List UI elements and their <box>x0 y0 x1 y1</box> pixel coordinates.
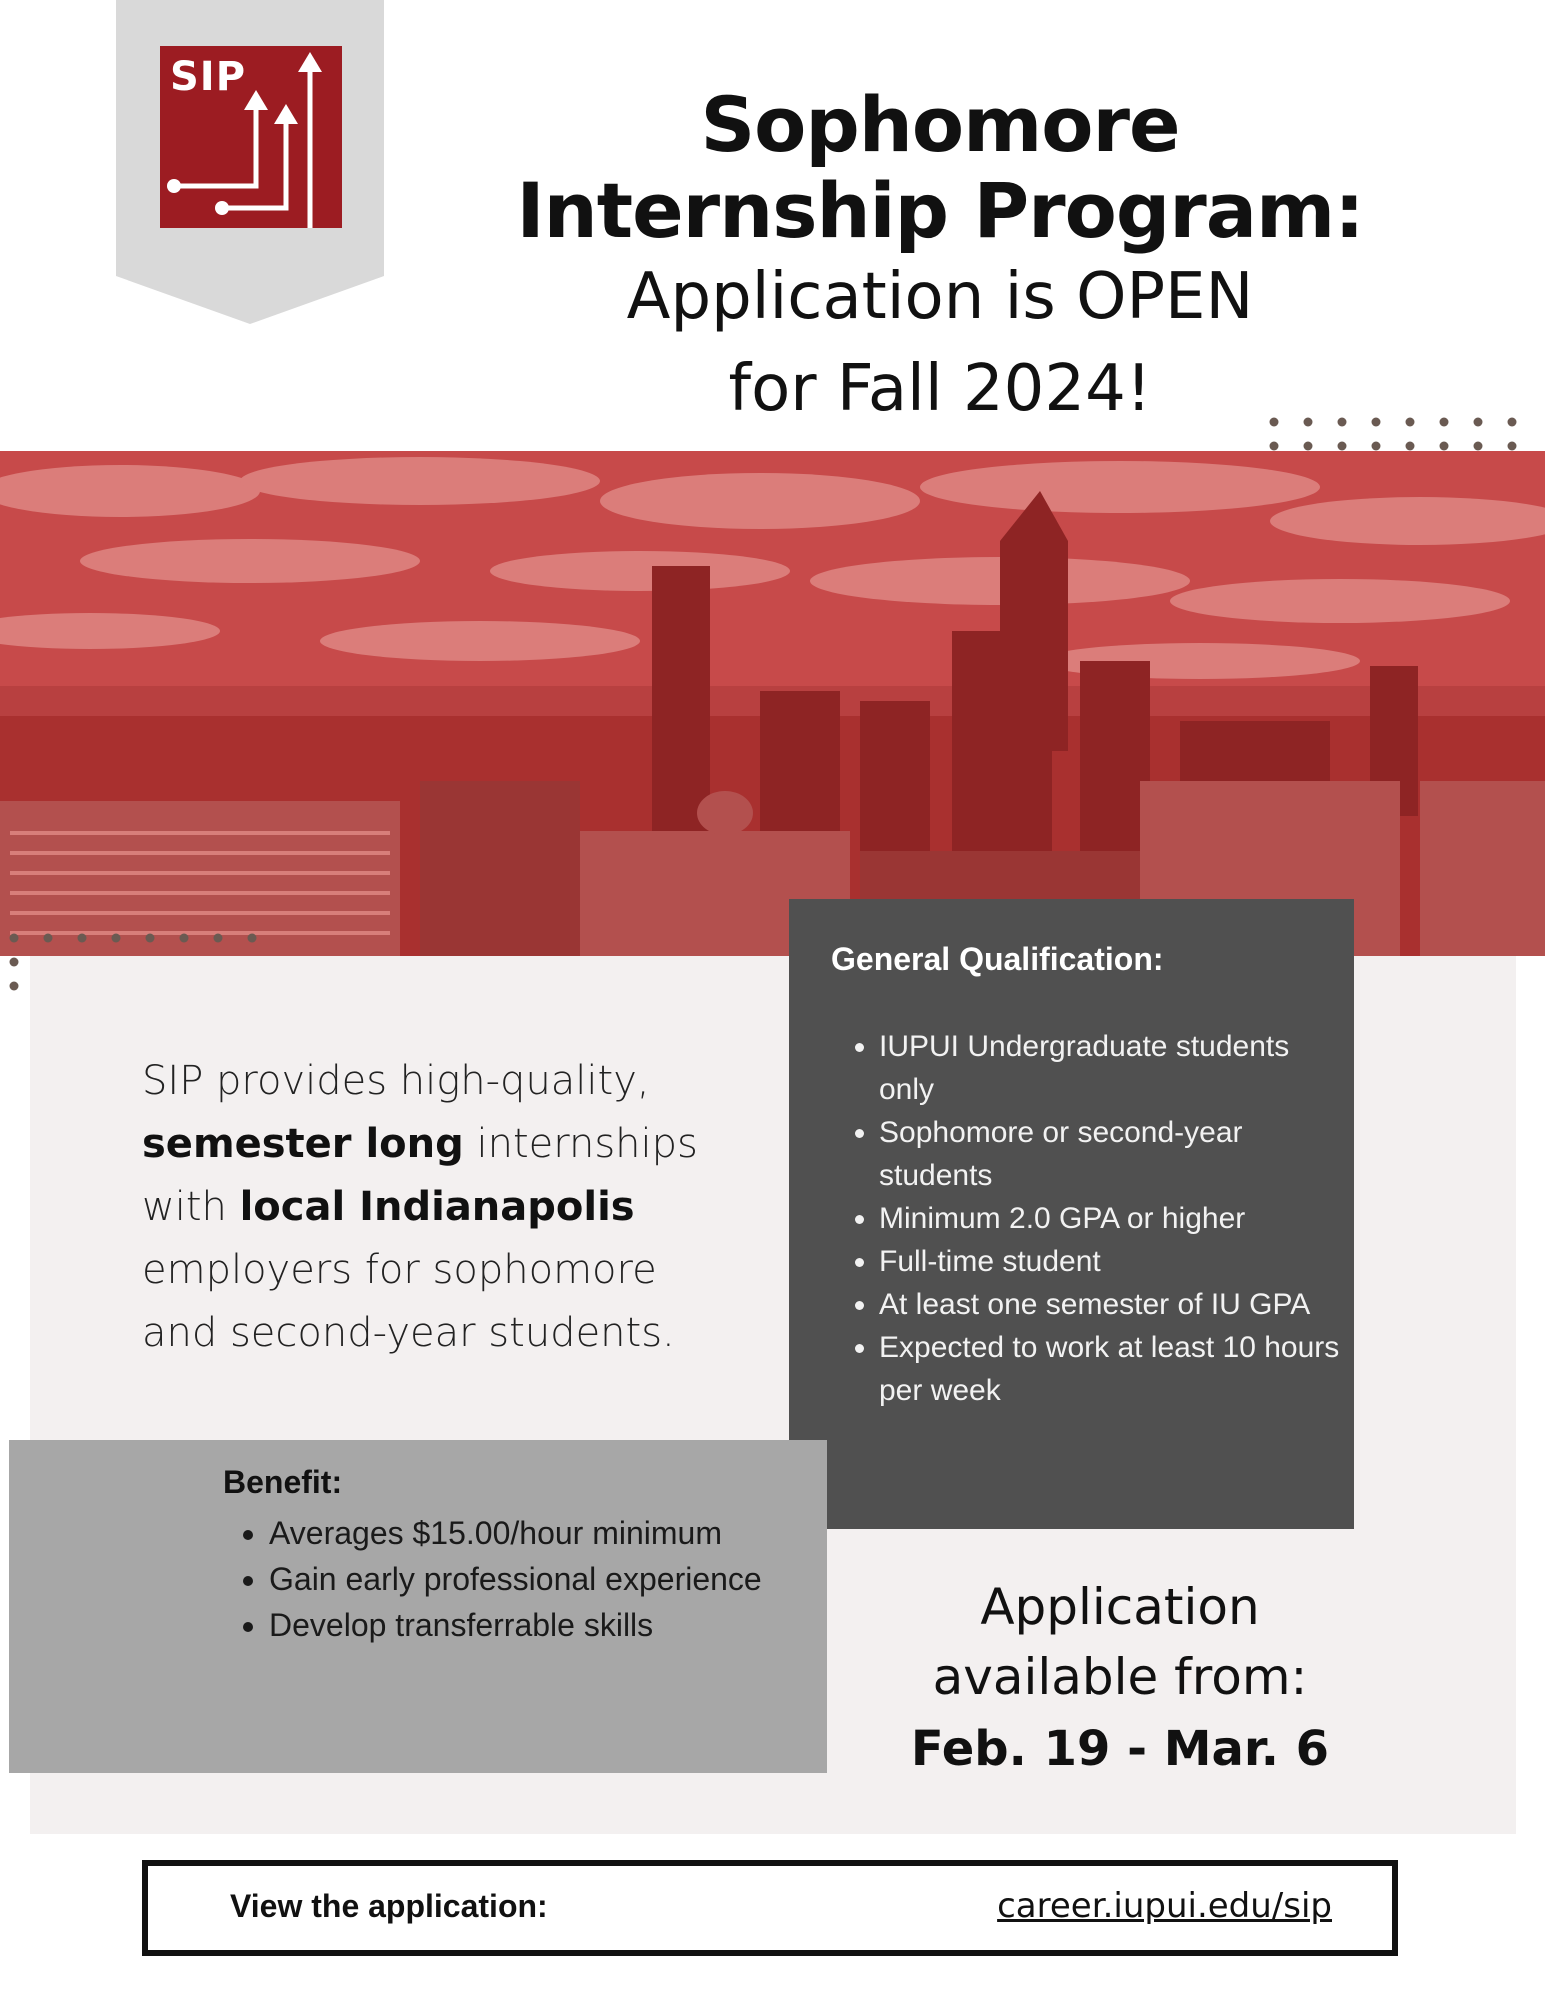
application-link[interactable]: career.iupui.edu/sip <box>997 1886 1332 1926</box>
footer-box <box>142 1860 1398 1956</box>
intro-bold-local: local Indianapolis <box>239 1184 635 1230</box>
sip-logo <box>160 46 342 228</box>
footer-label: View the application: <box>230 1888 548 1924</box>
benefit-box <box>9 1440 827 1773</box>
city-skyline-photo <box>0 451 1545 956</box>
growth-arrows-icon <box>160 46 342 228</box>
list-item: • Expected to work at least 10 hours per week <box>879 1326 1349 1412</box>
benefit-list <box>231 1510 789 1648</box>
logo-text: SIP <box>170 54 247 100</box>
list-item: • Averages $15.00/hour minimum <box>269 1510 789 1556</box>
list-item: • Sophomore or second-year students <box>879 1111 1349 1197</box>
title-line-4: for Fall 2024! <box>728 352 1152 426</box>
list-item: • Minimum 2.0 GPA or higher <box>879 1197 1349 1240</box>
intro-part-2: internships with <box>142 1121 698 1230</box>
list-item: • At least one semester of IU GPA <box>879 1283 1349 1326</box>
dates-line-2: available from: <box>932 1648 1308 1706</box>
intro-part-3: employers for sophomore and second-year students. <box>142 1247 675 1356</box>
list-item: • Full-time student <box>879 1240 1349 1283</box>
qualification-title: General Qualification: <box>831 941 1164 977</box>
intro-bold-semester: semester long <box>142 1121 464 1167</box>
application-dates <box>880 1572 1360 1786</box>
benefit-title: Benefit: <box>223 1464 343 1500</box>
list-item: • IUPUI Undergraduate students only <box>879 1025 1349 1111</box>
list-item: • Develop transferrable skills <box>269 1602 789 1648</box>
title-line-1: Sophomore <box>700 80 1180 169</box>
dates-range: Feb. 19 - Mar. 6 <box>910 1721 1330 1777</box>
list-item: • Gain early professional experience <box>269 1556 789 1602</box>
dates-line-1: Application <box>980 1578 1260 1636</box>
intro-part-1: SIP provides high-quality, <box>142 1058 650 1104</box>
qualification-list <box>837 1025 1349 1412</box>
title-line-3: Application is OPEN <box>626 260 1254 334</box>
qualification-box <box>789 899 1354 1529</box>
title-line-2: Internship Program: <box>516 166 1364 255</box>
intro-text <box>142 1050 702 1365</box>
